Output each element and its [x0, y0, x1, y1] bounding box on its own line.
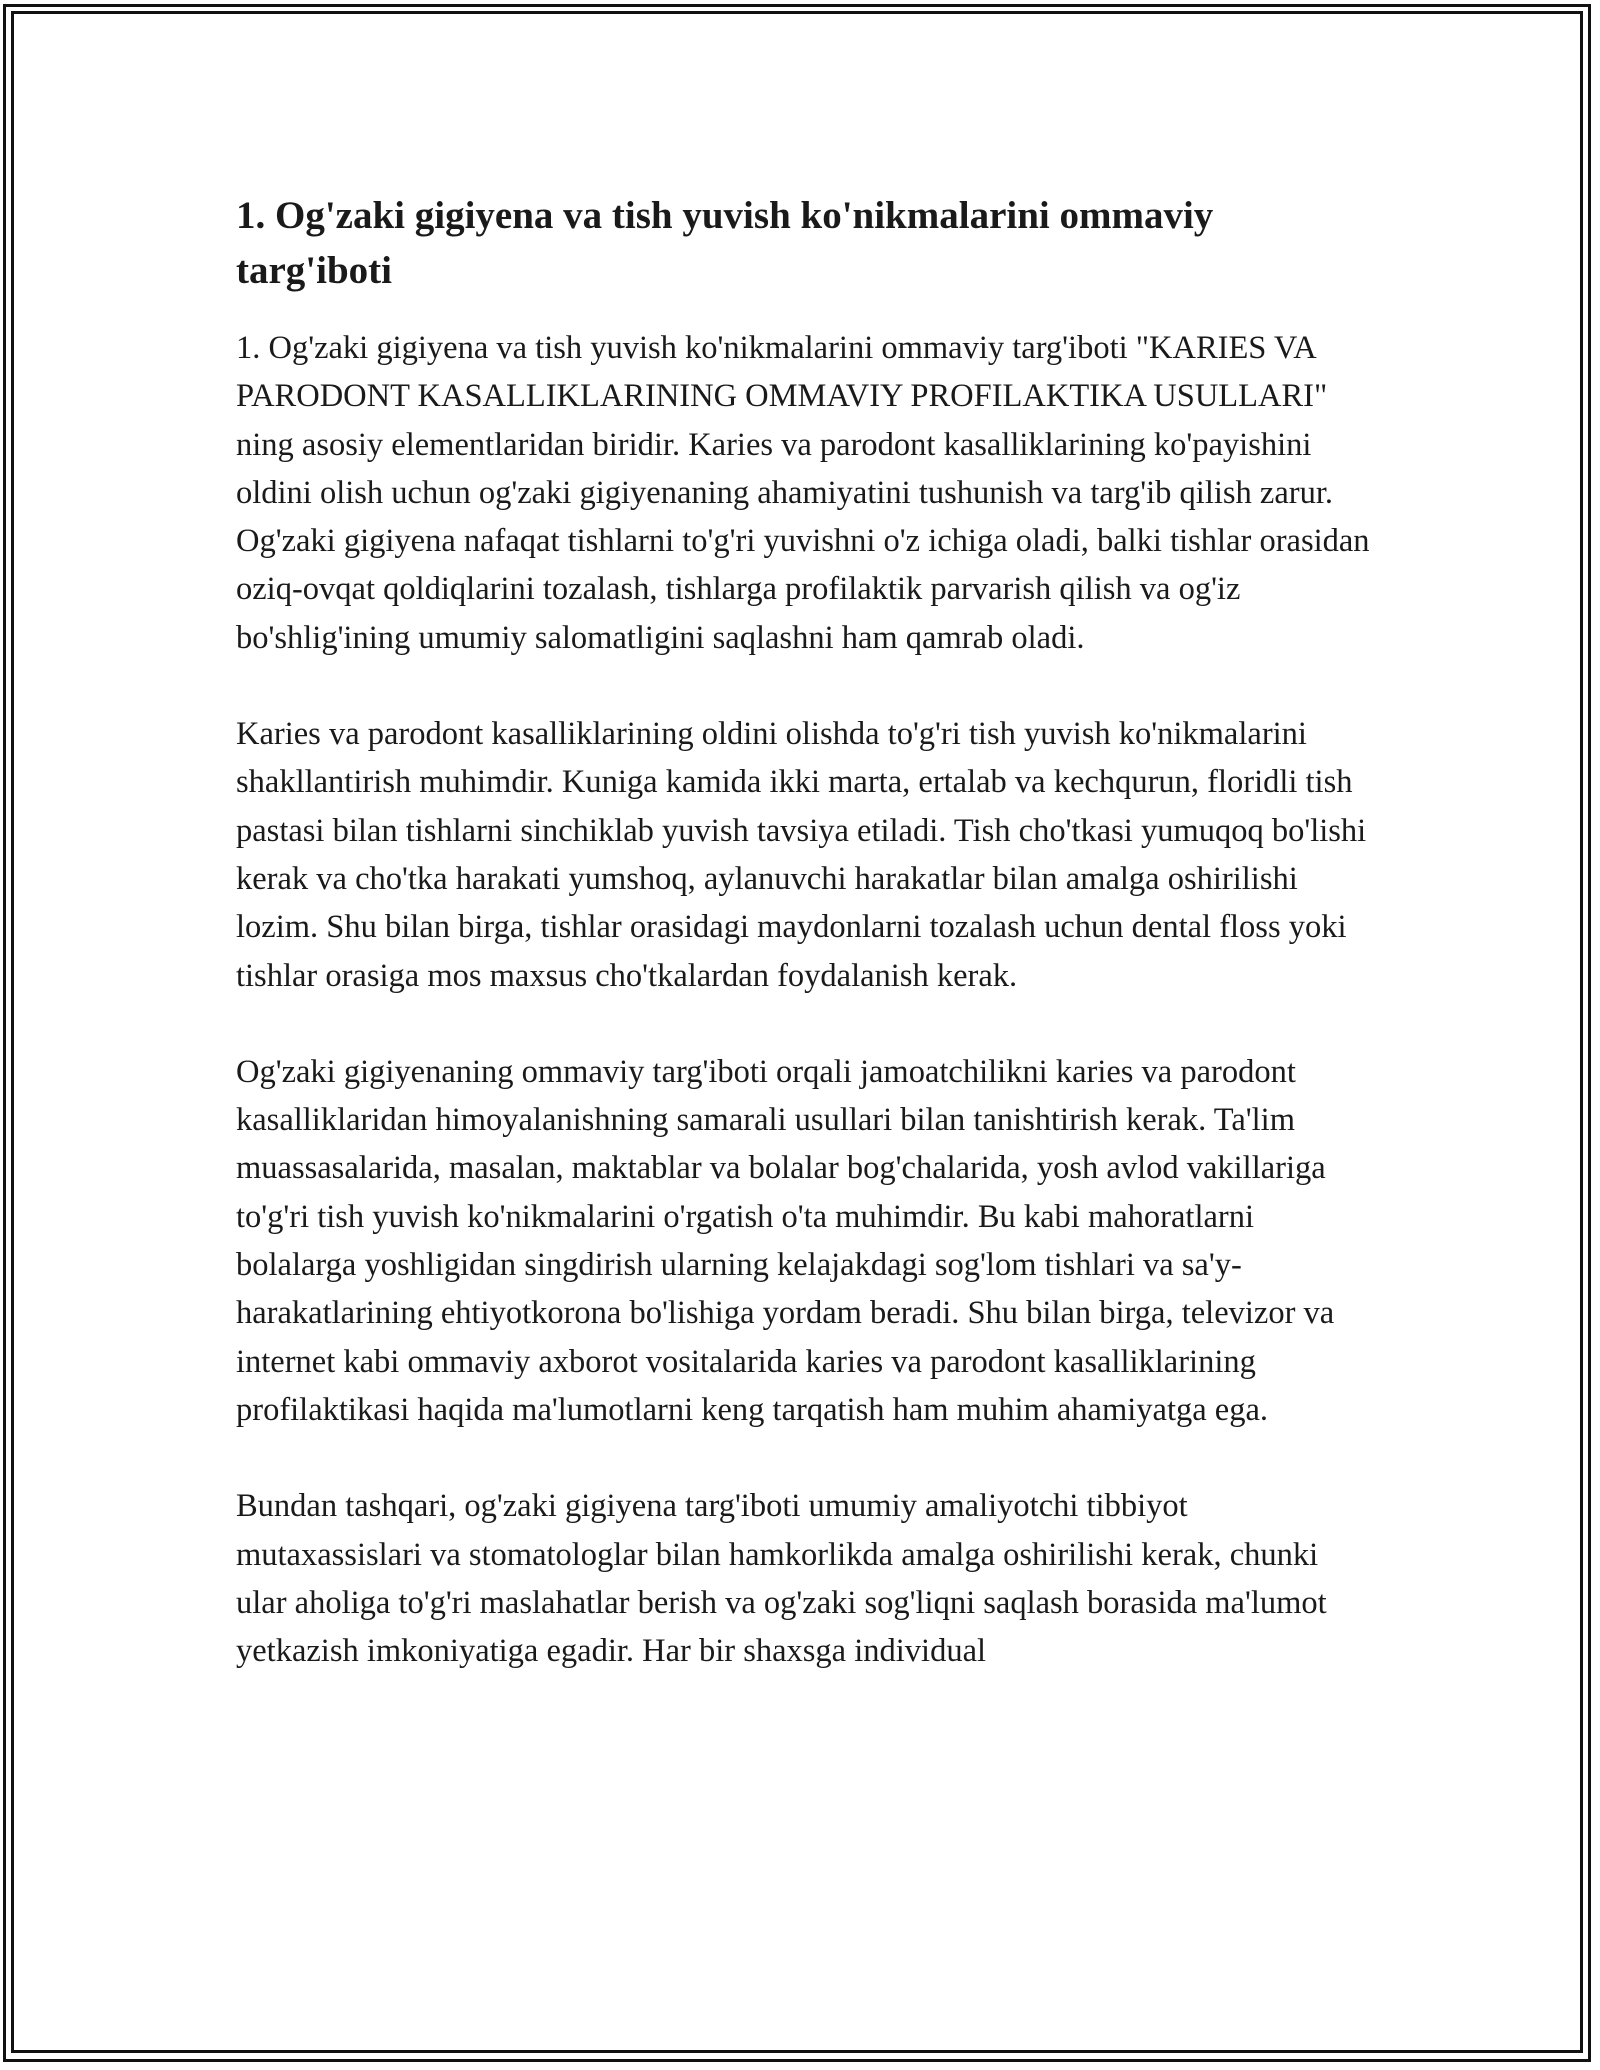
paragraph-3: Og'zaki gigiyenaning ommaviy targ'iboti orqali jamoatchilikni karies va parodont kasalliklaridan himoyalanishning samarali usullari bilan tanishtirish kerak. Ta'lim muassasalarida, masalan, maktablar va bolalar bog'chalarida, yosh avlod vakillariga to'g'ri tish yuvish ko'nikmalarini o'rgatish o'ta muhimdir. Bu kabi mahoratlarni bolalarga yoshligidan singdirish ularning kelajakdagi sog'lom tishlari va sa'y-harakatlarining ehtiyotkorona bo'lishiga yordam beradi. Shu bilan birga, televizor va internet kabi ommaviy axborot vositalarida karies va parodont kasalliklarining profilaktikasi haqida ma'lumotlarni keng tarqatish ham muhim ahamiyatga ega. — [236, 1053, 1335, 1428]
paragraph-2: Karies va parodont kasalliklarining oldini olishda to'g'ri tish yuvish ko'nikmalarini shakllantirish muhimdir. Kuniga kamida ikki marta, ertalab va kechqurun, floridli tish pastasi bilan tishlarni sinchiklab yuvish tavsiya etiladi. Tish cho'tkasi yumuqoq bo'lishi kerak va cho'tka harakati yumshoq, aylanuvchi harakatlar bilan amalga oshirilishi lozim. Shu bilan birga, tishlar orasidagi maydonlarni tozalash uchun dental floss yoki tishlar orasiga mos maxsus cho'tkalardan foydalanish kerak. — [236, 716, 1367, 994]
document-body — [236, 188, 1376, 1675]
paragraph-4: Bundan tashqari, og'zaki gigiyena targ'iboti umumiy amaliyotchi tibbiyot mutaxassislari va stomatologlar bilan hamkorlikda amalga oshirilishi kerak, chunki ular aholiga to'g'ri maslahatlar berish va og'zaki sog'liqni saqlash borasida ma'lumot yetkazish imkoniyatiga egadir. Har bir shaxsga individual — [236, 1488, 1327, 1670]
document-heading: 1. Og'zaki gigiyena va tish yuvish ko'nikmalarini ommaviy targ'iboti — [236, 194, 1214, 292]
paragraph-1: 1. Og'zaki gigiyena va tish yuvish ko'nikmalarini ommaviy targ'iboti "KARIES VA PARODONT KASALLIKLARINING OMMAVIY PROFILAKTIKA USULLARI" ning asosiy elementlaridan biridir. Karies va parodont kasalliklarining ko'payishini oldini olish uchun og'zaki gigiyenaning ahamiyatini tushunish va targ'ib qilish zarur. Og'zaki gigiyena nafaqat tishlarni to'g'ri yuvishni o'z ichiga oladi, balki tishlar orasidan oziq-ovqat qoldiqlarini tozalash, tishlarga profilaktik parvarish qilish va og'iz bo'shlig'ining umumiy salomatligini saqlashni ham qamrab oladi. — [236, 330, 1370, 656]
